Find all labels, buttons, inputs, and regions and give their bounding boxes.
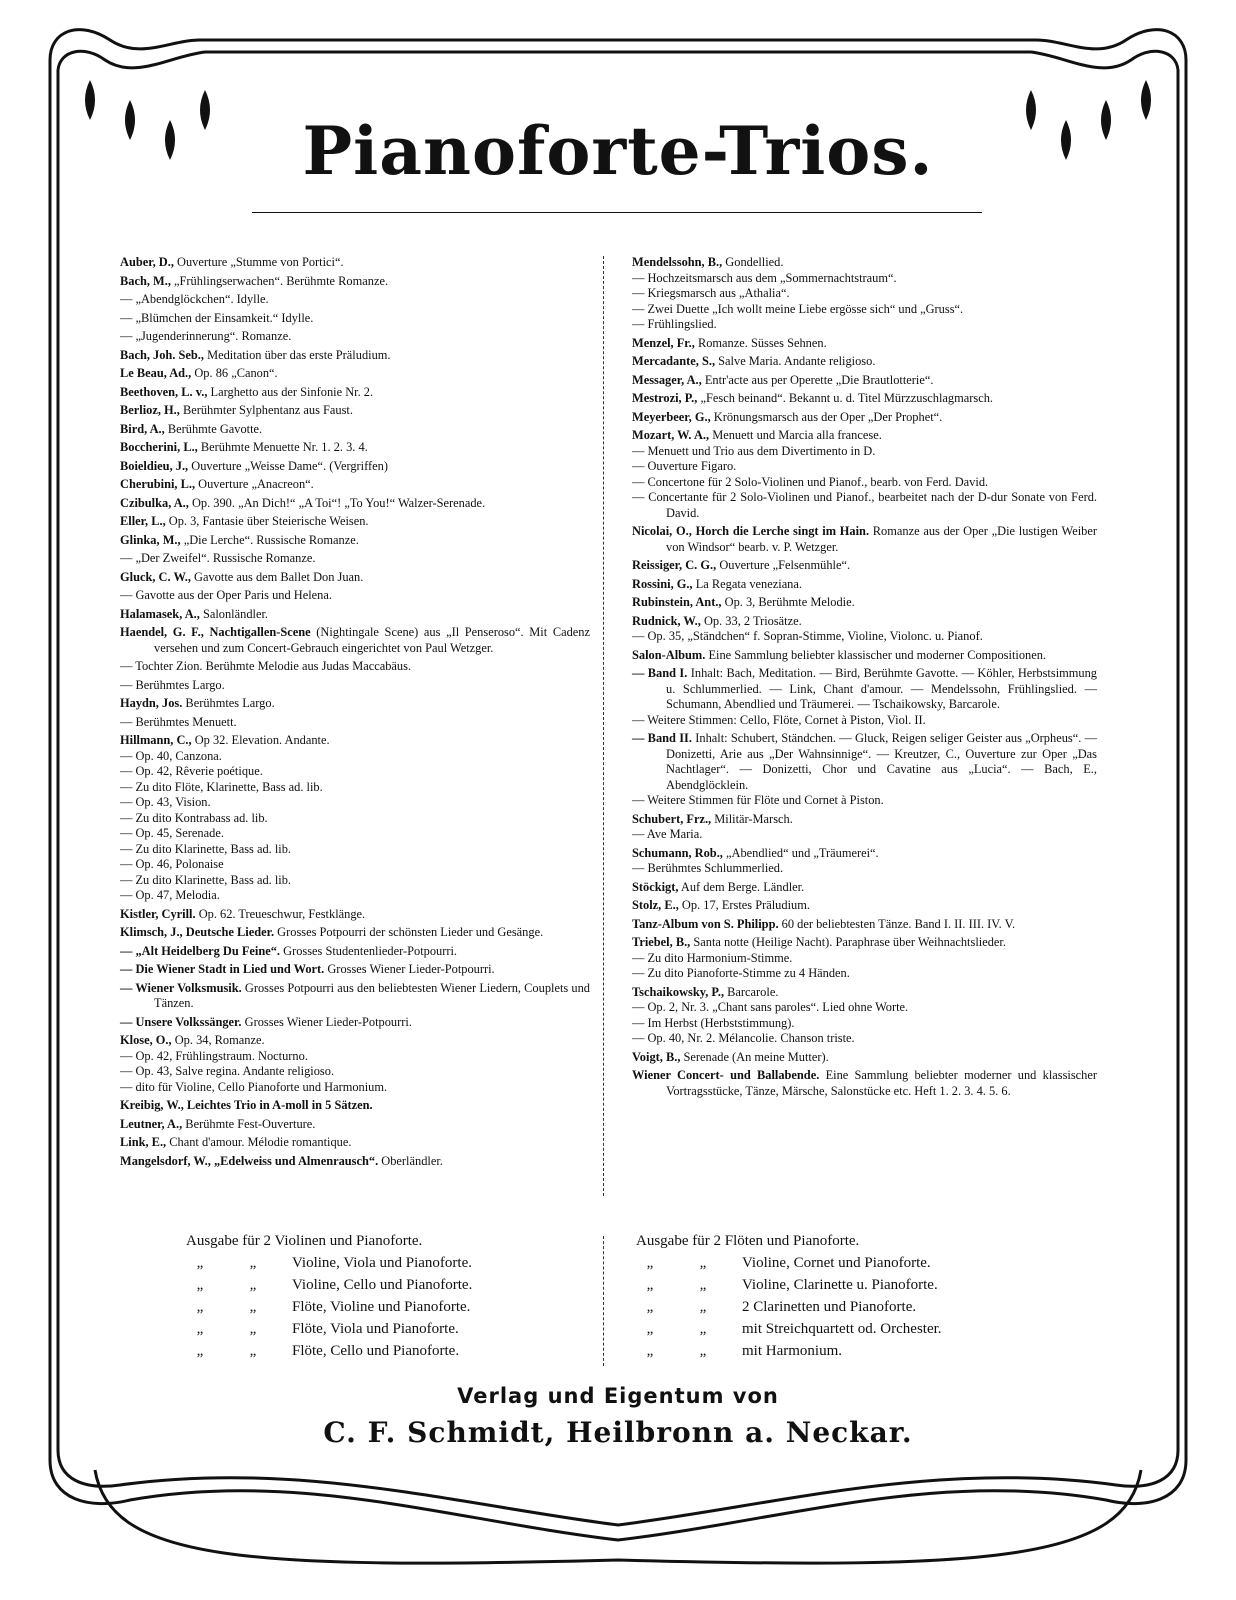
catalog-entry — [632, 410, 1097, 426]
work-title: — „Jugenderinnerung“. Romanze. — [120, 329, 292, 343]
work-title: Serenade (An meine Mutter). — [680, 1049, 829, 1064]
work-title: — Menuett und Trio aus dem Divertimento in D. — [632, 443, 876, 458]
catalog-entry — [632, 1000, 1097, 1016]
publisher-name: C. F. Schmidt, Heilbronn a. Neckar. — [323, 1416, 913, 1449]
composer-name: Menzel, Fr., — [632, 335, 695, 350]
composer-name: Glinka, M., — [120, 532, 181, 547]
work-title: Eine Sammlung beliebter klassischer und moderner Compositionen. — [705, 647, 1047, 662]
composer-name: Berlioz, H., — [120, 403, 180, 417]
composer-name: Bird, A., — [120, 421, 165, 436]
composer-name: Eller, L., — [120, 514, 166, 528]
work-title: — „Abendglöckchen“. Idylle. — [120, 292, 269, 306]
ditto-mark: „ — [699, 1299, 707, 1315]
ditto-mark: „ — [196, 1299, 204, 1315]
catalog-entry — [120, 1154, 590, 1170]
composer-name: Link, E., — [120, 1135, 167, 1149]
work-title: — Op. 35, „Ständchen“ f. Sopran-Stimme, Violine, Violonc. u. Pianof. — [632, 629, 983, 643]
edition-line — [186, 1274, 586, 1296]
catalog-entry — [120, 811, 590, 827]
work-title: — Frühlingslied. — [632, 317, 717, 331]
catalog-entry — [120, 857, 590, 873]
catalog-entry — [120, 533, 590, 549]
work-title: Romanze. Süsses Sehnen. — [694, 335, 827, 350]
catalog-entry — [120, 1049, 590, 1065]
work-title: Op. 33, 2 Triosätze. — [700, 613, 802, 628]
catalog-entry — [632, 951, 1097, 967]
ditto-mark: „ — [699, 1321, 707, 1337]
composer-name: Mozart, W. A., — [632, 428, 710, 442]
catalog-entry — [120, 1135, 590, 1151]
work-title: — Zu dito Flöte, Klarinette, Bass ad. lib. — [120, 779, 323, 794]
catalog-entry — [632, 666, 1097, 713]
work-title: — Zu dito Kontrabass ad. lib. — [120, 810, 268, 825]
composer-name: Nicolai, O., Horch die Lerche singt im Hain. — [632, 524, 870, 538]
catalog-entry — [632, 524, 1097, 555]
work-title: — Berühmtes Menuett. — [120, 714, 237, 729]
editions-left — [186, 1230, 586, 1362]
ditto-mark: „ — [699, 1343, 707, 1359]
work-title: Barcarole. — [724, 984, 779, 999]
work-title: — Op. 45, Serenade. — [120, 826, 224, 840]
catalog-entry — [632, 595, 1097, 611]
catalog-entry — [120, 795, 590, 811]
ditto-mark: „ — [249, 1321, 257, 1337]
catalog-entry — [632, 373, 1097, 389]
catalog-entry — [632, 302, 1097, 318]
work-title: Meditation über das erste Präludium. — [204, 347, 391, 362]
work-title: — dito für Violine, Cello Pianoforte und Harmonium. — [120, 1079, 388, 1094]
catalog-entry — [632, 827, 1097, 843]
catalog-entry — [120, 292, 590, 308]
catalog-entry — [632, 713, 1097, 729]
edition-line: Ausgabe für 2 Flöten und Pianoforte. — [636, 1233, 860, 1249]
work-title: — Zwei Duette „Ich wollt meine Liebe ergösse sich“ und „Gruss“. — [632, 301, 964, 316]
edition-instruments: Flöte, Violine und Pianoforte. — [292, 1299, 471, 1315]
work-title: Berühmter Sylphentanz aus Faust. — [179, 403, 353, 417]
composer-name: Bach, M., — [120, 273, 171, 288]
composer-name: Haendel, G. F., Nachtigallen-Scene — [120, 625, 311, 639]
composer-name: Gluck, C. W., — [120, 569, 191, 584]
catalog-entry — [120, 1033, 590, 1049]
work-title: Inhalt: Schubert, Ständchen. — Gluck, Reigen seliger Geister aus „Orpheus“. — Donizetti, Arie aus „Der Wahnsinnige“. — Kreutzer, C., Ouverture zur Oper „Das Nachtlager“. — Donizetti, Chor und Cavatine aus „Lucia“. — Bach, E., Abendglöcklein. — [666, 731, 1097, 792]
catalog-entry — [632, 846, 1097, 862]
edition-line — [186, 1340, 586, 1362]
work-title: Entr'acte aus per Operette „Die Brautlotterie“. — [701, 372, 934, 387]
composer-name: Mendelssohn, B., — [632, 255, 723, 269]
work-title: Op. 62. Treueschwur, Festklänge. — [195, 906, 366, 921]
work-title: „Fesch beinand“. Bekannt u. d. Titel Mürzzuschlagmarsch. — [697, 391, 993, 405]
composer-name: Rudnick, W., — [632, 613, 701, 628]
work-title: Op. 390. „An Dich!“ „A Toi“! „To You!“ Walzer-Serenade. — [188, 495, 486, 510]
catalog-entry — [120, 696, 590, 712]
edition-line — [636, 1318, 1056, 1340]
work-title: (Nightingale Scene) aus „Il Penseroso“. Mit Cadenz versehen und zum Concert-Gebrauch eingerichtet von Paul Wetzger. — [154, 625, 590, 655]
catalog-entry — [632, 391, 1097, 407]
work-title: — Op. 43, Salve regina. Andante religioso. — [120, 1064, 335, 1078]
composer-name: Salon-Album. — [632, 647, 706, 662]
ditto-mark: „ — [646, 1321, 654, 1337]
composer-name: Mercadante, S., — [632, 354, 716, 368]
work-title: Op. 3, Fantasie über Steierische Weisen. — [165, 514, 369, 528]
composer-name: Tanz-Album von S. Philipp. — [632, 916, 779, 931]
work-title: — Op. 40, Canzona. — [120, 748, 222, 763]
catalog-entry — [120, 422, 590, 438]
catalog-entry — [632, 917, 1097, 933]
catalog-entry — [120, 1117, 590, 1133]
catalog-entry — [632, 428, 1097, 444]
composer-name: Voigt, B., — [632, 1049, 681, 1064]
edition-line — [186, 1318, 586, 1340]
work-title: Berühmte Menuette Nr. 1. 2. 3. 4. — [197, 440, 368, 454]
work-title: Berühmte Fest-Ouverture. — [182, 1116, 316, 1131]
edition-line: Ausgabe für 2 Violinen und Pianoforte. — [186, 1233, 423, 1249]
catalog-entry — [120, 385, 590, 401]
composer-name: — Die Wiener Stadt in Lied und Wort. — [120, 962, 325, 976]
work-title: Op. 34, Romanze. — [171, 1033, 265, 1047]
work-title: — Kriegsmarsch aus „Athalia“. — [632, 286, 790, 300]
catalog-entry — [632, 731, 1097, 793]
composer-name: Bach, Joh. Seb., — [120, 347, 204, 362]
catalog-entry — [632, 336, 1097, 352]
composer-name: Schubert, Frz., — [632, 811, 712, 826]
catalog-entry — [120, 551, 590, 567]
work-title: — Ouverture Figaro. — [632, 459, 737, 473]
catalog-entry — [632, 898, 1097, 914]
catalog-entry — [120, 1064, 590, 1080]
work-title: — „Blümchen der Einsamkeit.“ Idylle. — [120, 310, 314, 325]
work-title: — Im Herbst (Herbststimmung). — [632, 1015, 795, 1030]
catalog-entry — [120, 907, 590, 923]
catalog-entry — [632, 648, 1097, 664]
composer-name: Reissiger, C. G., — [632, 558, 717, 572]
work-title: Inhalt: Bach, Meditation. — Bird, Berühmte Gavotte. — Köhler, Herbstsimmung u. Schlummerlied. — Link, Chant d'amour. — Mendelssohn, Frühlingslied. — Schumann, Abendlied und Träumerei. — Tschaikowsky, Barcarole. — [666, 666, 1097, 711]
title-rule — [252, 212, 982, 213]
composer-name: Schumann, Rob., — [632, 845, 723, 860]
catalog-entry — [632, 1031, 1097, 1047]
edition-instruments: mit Harmonium. — [742, 1343, 842, 1359]
catalog-left-column — [120, 252, 590, 1169]
composer-name: Klimsch, J., Deutsche Lieder. — [120, 925, 275, 939]
catalog-entry — [120, 925, 590, 941]
ditto-mark: „ — [249, 1255, 257, 1271]
catalog-entry — [120, 944, 590, 960]
edition-line — [186, 1296, 586, 1318]
composer-name: Boieldieu, J., — [120, 458, 189, 473]
work-title: Berühmte Gavotte. — [164, 421, 263, 436]
catalog-entry — [632, 490, 1097, 521]
work-title: — Concertante für 2 Solo-Violinen und Pianof., bearbeitet nach der D-dur Sonate von Ferd. David. — [632, 490, 1097, 520]
ditto-mark: „ — [196, 1255, 204, 1271]
composer-name: — Band I. — [632, 666, 688, 680]
ditto-mark: „ — [646, 1343, 654, 1359]
work-title: Berühmtes Largo. — [182, 696, 275, 710]
catalog-entry — [632, 444, 1097, 460]
catalog-entry — [632, 985, 1097, 1001]
work-title: — Op. 42, Rêverie poétique. — [120, 764, 263, 778]
composer-name: Beethoven, L. v., — [120, 384, 208, 399]
composer-name: Stolz, E., — [632, 898, 679, 912]
catalog-entry — [120, 348, 590, 364]
work-title: Grosses Studentenlieder-Potpourri. — [280, 943, 458, 958]
catalog-entry — [632, 861, 1097, 877]
composer-name: Halamasek, A., — [120, 606, 200, 621]
catalog-entry — [120, 329, 590, 345]
edition-instruments: Violine, Clarinette u. Pianoforte. — [742, 1277, 938, 1293]
catalog-entry — [120, 873, 590, 889]
composer-name: Tschaikowsky, P., — [632, 984, 725, 999]
work-title: — Tochter Zion. Berühmte Melodie aus Judas Maccabäus. — [120, 659, 412, 673]
ditto-mark: „ — [196, 1277, 204, 1293]
catalog-entry — [632, 286, 1097, 302]
work-title: — Op. 2, Nr. 3. „Chant sans paroles“. Lied ohne Worte. — [632, 1000, 909, 1014]
catalog-entry — [632, 475, 1097, 491]
work-title: — Op. 47, Melodia. — [120, 888, 220, 902]
work-title: Chant d'amour. Mélodie romantique. — [166, 1135, 352, 1149]
composer-name: Czibulka, A., — [120, 495, 189, 510]
composer-name: Meyerbeer, G., — [632, 409, 711, 424]
edition-instruments: Flöte, Viola und Pianoforte. — [292, 1321, 459, 1337]
catalog-entry — [120, 366, 590, 382]
catalog-entry — [120, 1015, 590, 1031]
work-title: Gavotte aus dem Ballet Don Juan. — [190, 569, 364, 584]
catalog-entry — [632, 1068, 1097, 1099]
edition-line — [636, 1296, 1056, 1318]
ditto-mark: „ — [646, 1299, 654, 1315]
catalog-entry — [632, 1016, 1097, 1032]
editions-divider — [603, 1236, 612, 1366]
catalog-entry — [120, 1098, 590, 1114]
work-title: — Concertone für 2 Solo-Violinen und Pianof., bearb. von Ferd. David. — [632, 474, 989, 489]
ditto-mark: „ — [646, 1277, 654, 1293]
column-divider — [603, 256, 612, 1196]
work-title: „Frühlingserwachen“. Berühmte Romanze. — [170, 273, 389, 288]
catalog-entry — [632, 317, 1097, 333]
page-title: Pianoforte-Trios. — [302, 112, 934, 190]
work-title: Larghetto aus der Sinfonie Nr. 2. — [207, 384, 374, 399]
composer-name: — Wiener Volksmusik. — [120, 980, 242, 995]
work-title: Grosses Potpourri der schönsten Lieder und Gesänge. — [274, 925, 544, 939]
edition-line — [636, 1252, 1056, 1274]
ditto-mark: „ — [249, 1277, 257, 1293]
catalog-entry — [120, 678, 590, 694]
work-title: Ouverture „Anacreon“. — [195, 477, 314, 491]
catalog-entry — [120, 715, 590, 731]
composer-name: Mestrozi, P., — [632, 391, 698, 405]
catalog-entry — [120, 826, 590, 842]
catalog-entry — [632, 459, 1097, 475]
edition-instruments: Flöte, Cello und Pianoforte. — [292, 1343, 460, 1359]
catalog-entry — [120, 764, 590, 780]
work-title: — Op. 42, Frühlingstraum. Nocturno. — [120, 1048, 308, 1063]
composer-name: Mangelsdorf, W., „Edelweiss und Almenrausch“. — [120, 1153, 379, 1168]
ditto-mark: „ — [699, 1277, 707, 1293]
composer-name: Wiener Concert- und Ballabende. — [632, 1068, 820, 1082]
work-title: Oberländler. — [378, 1153, 443, 1168]
editions-right — [636, 1230, 1056, 1362]
catalog-entry — [120, 274, 590, 290]
work-title: — Gavotte aus der Oper Paris und Helena. — [120, 588, 332, 602]
composer-name: Haydn, Jos. — [120, 696, 183, 710]
catalog-entry — [632, 577, 1097, 593]
work-title: Op. 86 „Canon“. — [191, 366, 278, 380]
work-title: Op. 17, Erstes Präludium. — [678, 898, 810, 912]
work-title: Auf dem Berge. Ländler. — [678, 879, 805, 894]
catalog-right-column — [632, 252, 1097, 1099]
catalog-entry — [632, 354, 1097, 370]
catalog-entry — [120, 888, 590, 904]
composer-name: Stöckigt, — [632, 879, 679, 894]
work-title: Op 32. Elevation. Andante. — [191, 733, 330, 747]
composer-name: Kistler, Cyrill. — [120, 906, 196, 921]
work-title: 60 der beliebtesten Tänze. Band I. II. III. IV. V. — [778, 916, 1016, 931]
edition-line — [636, 1340, 1056, 1362]
work-title: Ouverture „Felsenmühle“. — [716, 558, 851, 572]
work-title: — Ave Maria. — [632, 827, 703, 841]
catalog-entry — [632, 558, 1097, 574]
catalog-entry — [632, 271, 1097, 287]
work-title: La Regata veneziana. — [692, 576, 802, 591]
ditto-mark: „ — [196, 1343, 204, 1359]
catalog-entry — [120, 570, 590, 586]
composer-name: Rossini, G., — [632, 576, 693, 591]
catalog-entry — [632, 1050, 1097, 1066]
catalog-entry — [632, 935, 1097, 951]
catalog-entry — [120, 496, 590, 512]
work-title: Op. 3, Berühmte Melodie. — [721, 595, 855, 609]
work-title: — Op. 46, Polonaise — [120, 857, 224, 871]
work-title: Grosses Wiener Lieder-Potpourri. — [241, 1014, 412, 1029]
work-title: Militär-Marsch. — [711, 811, 793, 826]
work-title: — Zu dito Klarinette, Bass ad. lib. — [120, 841, 292, 856]
edition-line — [636, 1274, 1056, 1296]
edition-instruments: 2 Clarinetten und Pianoforte. — [742, 1299, 917, 1315]
work-title: „Abendlied“ und „Träumerei“. — [722, 845, 879, 860]
catalog-entry — [632, 255, 1097, 271]
catalog-entry — [120, 659, 590, 675]
work-title: Salonländler. — [199, 606, 268, 621]
catalog-entry — [632, 966, 1097, 982]
catalog-entry — [120, 780, 590, 796]
work-title: Ouverture „Stumme von Portici“. — [173, 255, 344, 269]
edition-line — [186, 1252, 586, 1274]
catalog-entry — [632, 793, 1097, 809]
composer-name: Rubinstein, Ant., — [632, 595, 722, 609]
catalog-entry — [120, 1080, 590, 1096]
catalog-entry — [120, 255, 590, 271]
work-title: Menuett und Marcia alla francese. — [709, 428, 882, 442]
edition-instruments: Violine, Cornet und Pianoforte. — [742, 1255, 931, 1271]
catalog-entry — [120, 607, 590, 623]
work-title: „Die Lerche“. Russische Romanze. — [180, 532, 359, 547]
work-title: — Berühmtes Largo. — [120, 677, 225, 692]
composer-name: Hillmann, C., — [120, 733, 192, 747]
edition-instruments: mit Streichquartett od. Orchester. — [742, 1321, 942, 1337]
work-title: — Zu dito Klarinette, Bass ad. lib. — [120, 872, 292, 887]
catalog-entry — [632, 614, 1097, 630]
catalog-entry — [120, 403, 590, 419]
catalog-entry — [120, 514, 590, 530]
work-title: Salve Maria. Andante religioso. — [715, 354, 876, 368]
catalog-entry — [120, 962, 590, 978]
work-title: — Weitere Stimmen für Flöte und Cornet à Piston. — [632, 793, 884, 807]
ditto-mark: „ — [249, 1343, 257, 1359]
catalog-entry — [120, 440, 590, 456]
catalog-entry — [120, 749, 590, 765]
catalog-entry — [632, 812, 1097, 828]
catalog-entry — [120, 733, 590, 749]
composer-name: Auber, D., — [120, 255, 174, 269]
composer-name: — Band II. — [632, 731, 692, 745]
work-title: Gondellied. — [722, 255, 784, 269]
composer-name: Boccherini, L., — [120, 440, 198, 454]
work-title: Ouverture „Weisse Dame“. (Vergriffen) — [188, 458, 388, 473]
work-title: — Op. 40, Nr. 2. Mélancolie. Chanson triste. — [632, 1031, 855, 1045]
work-title: Grosses Wiener Lieder-Potpourri. — [324, 962, 495, 976]
work-title: — Zu dito Pianoforte-Stimme zu 4 Händen. — [632, 966, 850, 980]
composer-name: Messager, A., — [632, 372, 702, 387]
work-title: Eine Sammlung beliebter moderner und klassischer Vortragsstücke, Tänze, Märsche, Salonstücke etc. Heft 1. 2. 3. 4. 5. 6. — [666, 1068, 1097, 1098]
catalog-entry — [120, 477, 590, 493]
work-title: Romanze aus der Oper „Die lustigen Weiber von Windsor“ bearb. v. P. Wetzger. — [666, 524, 1097, 554]
catalog-entry — [632, 629, 1097, 645]
work-title: Krönungsmarsch aus der Oper „Der Prophet“. — [710, 409, 943, 424]
ditto-mark: „ — [646, 1255, 654, 1271]
catalog-entry — [120, 842, 590, 858]
catalog-entry — [120, 311, 590, 327]
work-title: — Zu dito Harmonium-Stimme. — [632, 950, 793, 965]
publisher-line: Verlag und Eigentum von — [457, 1384, 779, 1408]
work-title: — Op. 43, Vision. — [120, 795, 211, 809]
catalog-entry — [632, 880, 1097, 896]
work-title: Santa notte (Heilige Nacht). Paraphrase über Weihnachtslieder. — [690, 935, 1006, 949]
composer-name: Cherubini, L., — [120, 477, 196, 491]
ditto-mark: „ — [699, 1255, 707, 1271]
edition-instruments: Violine, Viola und Pianoforte. — [292, 1255, 472, 1271]
ditto-mark: „ — [196, 1321, 204, 1337]
composer-name: — Unsere Volkssänger. — [120, 1014, 242, 1029]
edition-instruments: Violine, Cello und Pianoforte. — [292, 1277, 473, 1293]
composer-name: Le Beau, Ad., — [120, 366, 192, 380]
ditto-mark: „ — [249, 1299, 257, 1315]
composer-name: Triebel, B., — [632, 935, 691, 949]
catalog-entry — [120, 588, 590, 604]
composer-name: — „Alt Heidelberg Du Feine“. — [120, 943, 281, 958]
work-title: — Hochzeitsmarsch aus dem „Sommernachtstraum“. — [632, 270, 897, 285]
work-title: — Berühmtes Schlummerlied. — [632, 861, 784, 875]
composer-name: Klose, O., — [120, 1033, 172, 1047]
work-title: — Weitere Stimmen: Cello, Flöte, Cornet à Piston, Viol. II. — [632, 712, 926, 727]
composer-name: Leutner, A., — [120, 1116, 183, 1131]
catalog-entry — [120, 981, 590, 1012]
work-title: — „Der Zweifel“. Russische Romanze. — [120, 551, 316, 565]
catalog-entry — [120, 459, 590, 475]
composer-name: Kreibig, W., Leichtes Trio in A-moll in 5 Sätzen. — [120, 1098, 373, 1112]
work-title: Grosses Potpourri aus den beliebtesten Wiener Liedern, Couplets und Tänzen. — [154, 980, 590, 1010]
catalog-entry — [120, 625, 590, 656]
